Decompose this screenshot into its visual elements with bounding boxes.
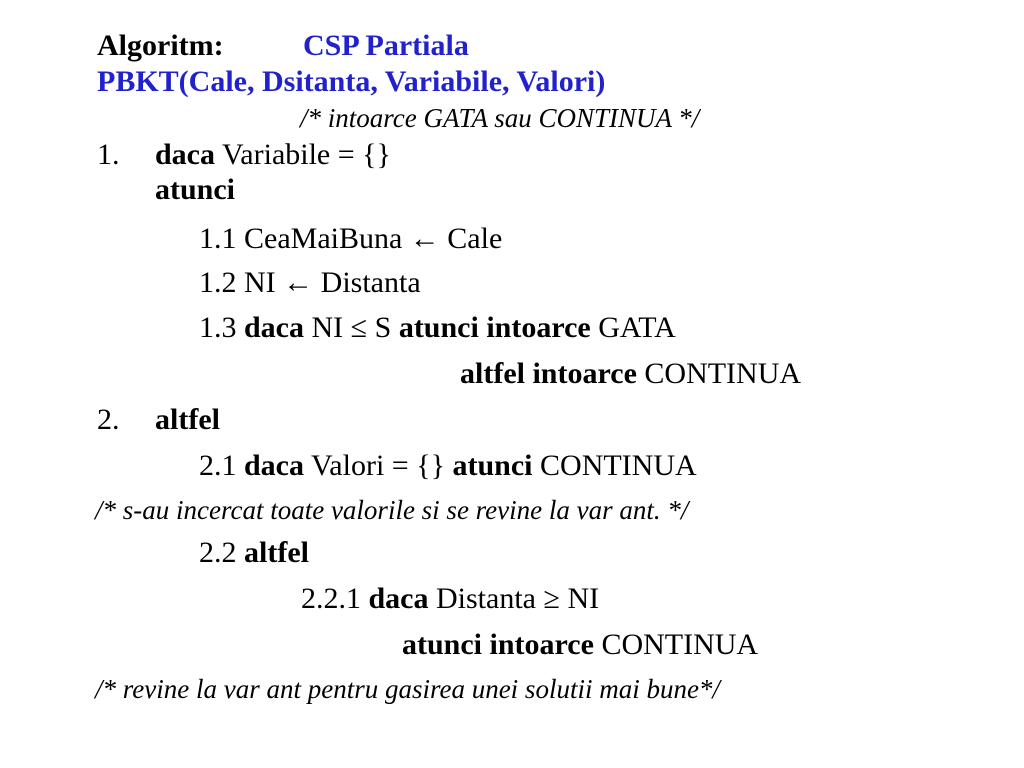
step-2-2-1: [301, 584, 599, 614]
return-comment: /* intoarce GATA sau CONTINUA */: [300, 103, 700, 133]
keyword-daca: daca: [244, 449, 304, 482]
algoritm-label: Algoritm:: [97, 29, 224, 62]
keyword-daca: daca: [244, 311, 304, 344]
keyword-atunci: atunci: [452, 449, 533, 482]
step-number: 1.2: [199, 266, 244, 299]
keyword-atunci-intoarce: atunci intoarce: [398, 311, 591, 344]
return-value: GATA: [590, 311, 676, 344]
step-1-2: [199, 268, 421, 298]
algorithm-name: CSP Partiala: [303, 29, 469, 62]
step-number: 1.1: [199, 222, 244, 255]
statement-text: NI ← Distanta: [244, 266, 421, 299]
comment-backtrack: /* s-au incercat toate valorile si se revine la var ant. */: [95, 495, 689, 525]
step-1-3: [199, 313, 676, 343]
procedure-signature: PBKT(Cale, Dsitanta, Variabile, Valori): [97, 65, 606, 98]
algorithm-header: [97, 29, 469, 62]
step-1-1: [199, 224, 502, 254]
statement-text: CeaMaiBuna ← Cale: [244, 222, 503, 255]
step-1-number: 1.: [97, 138, 120, 171]
step-2-2-1-then: [402, 630, 758, 660]
keyword-atunci-intoarce: atunci intoarce: [402, 628, 594, 661]
step-number: 1.3: [199, 311, 244, 344]
condition-text: NI ≤ S: [304, 311, 399, 344]
step-number: 2.2.1: [301, 582, 369, 615]
return-value: CONTINUA: [593, 628, 759, 661]
condition-text: Valori = {}: [304, 449, 453, 482]
step-1-3-else: [460, 359, 801, 389]
condition-text: Distanta ≥ NI: [428, 582, 600, 615]
step-1-then: atunci: [155, 173, 236, 206]
step-2-2: [199, 538, 309, 568]
step-1-condition: [155, 140, 391, 170]
keyword-altfel-intoarce: altfel intoarce: [460, 357, 637, 390]
step-2-1: [199, 451, 697, 481]
keyword-altfel: altfel: [244, 536, 309, 569]
step-number: 2.1: [199, 449, 244, 482]
condition-text: Variabile = {}: [215, 138, 391, 171]
step-2-else: altfel: [155, 403, 220, 436]
return-value: CONTINUA: [636, 357, 802, 390]
keyword-daca: daca: [368, 582, 429, 615]
comment-better-solution: /* revine la var ant pentru gasirea unei solutii mai bune*/: [95, 674, 720, 704]
step-number: 2.2: [199, 536, 244, 569]
step-2-number: 2.: [97, 403, 120, 436]
keyword-daca: daca: [155, 138, 215, 171]
return-value: CONTINUA: [532, 449, 697, 482]
